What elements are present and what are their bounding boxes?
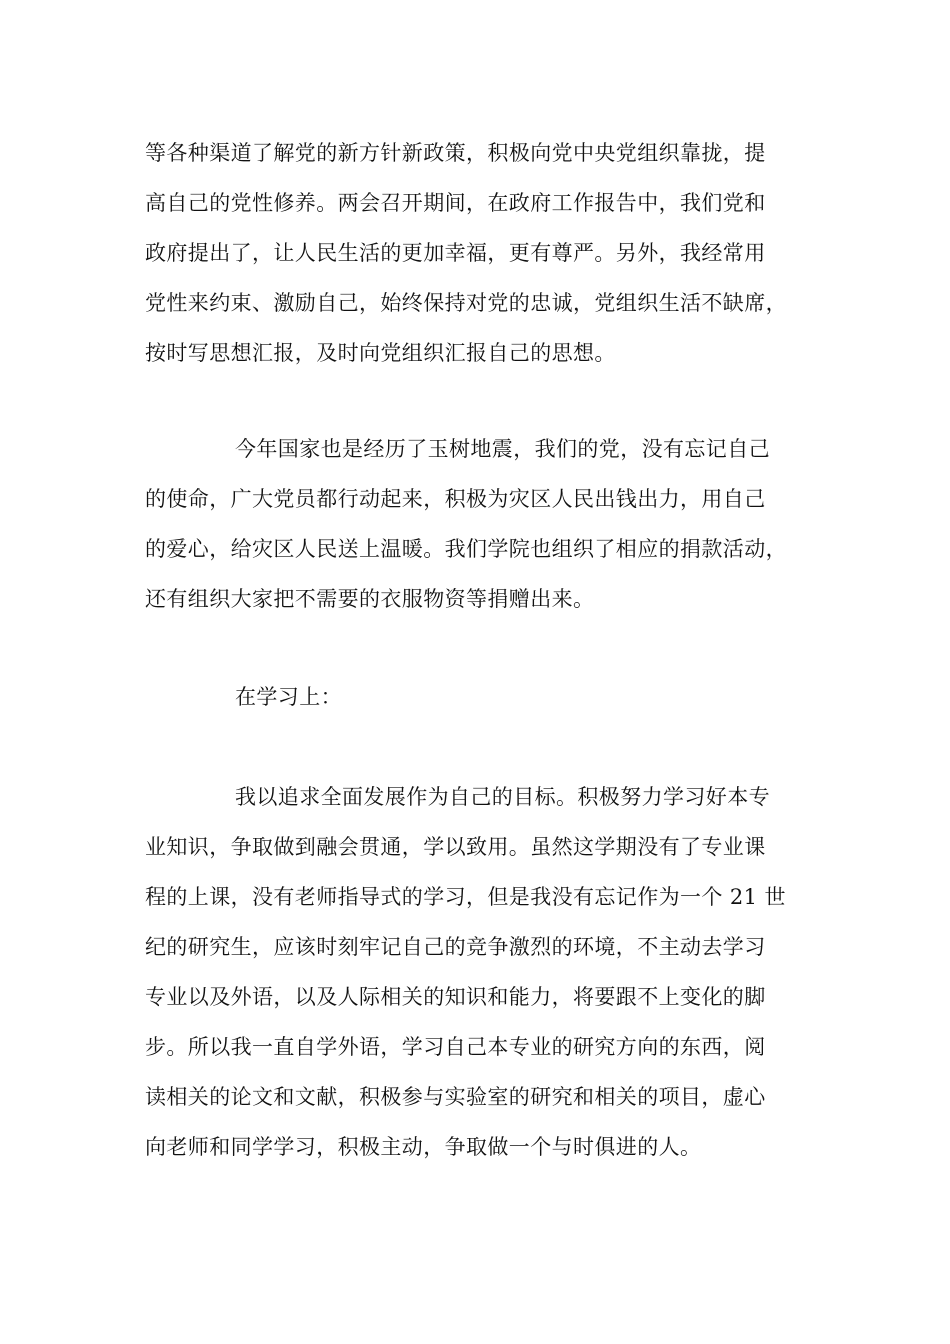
text-line: 等各种渠道了解党的新方针新政策，积极向党中央党组织靠拢，提 <box>145 141 766 165</box>
paragraph-earthquake-relief <box>145 424 817 624</box>
text-line: 读相关的论文和文献，积极参与实验室的研究和相关的项目，虚心 <box>145 1085 766 1109</box>
text-line: 政府提出了，让人民生活的更加幸福，更有尊严。另外，我经常用 <box>145 241 766 265</box>
text-line: 向老师和同学学习，积极主动，争取做一个与时俱进的人。 <box>145 1135 702 1159</box>
text-line: 我以追求全面发展作为自己的目标。积极努力学习好本专 <box>235 785 770 809</box>
text-line: 步。所以我一直自学外语，学习自己本专业的研究方向的东西，阅 <box>145 1035 766 1059</box>
text-line: 今年国家也是经历了玉树地震，我们的党，没有忘记自己 <box>235 437 770 461</box>
paragraph-party-awareness <box>145 128 817 378</box>
text-line: 的使命，广大党员都行动起来，积极为灾区人民出钱出力，用自己 <box>145 487 766 511</box>
paragraph-study-goals <box>145 772 817 1172</box>
text-line: 专业以及外语，以及人际相关的知识和能力，将要跟不上变化的脚 <box>145 985 766 1009</box>
text-line: 党性来约束、激励自己，始终保持对党的忠诚，党组织生活不缺席， <box>145 291 787 315</box>
text-line: 在学习上： <box>235 685 342 709</box>
text-line: 高自己的党性修养。两会召开期间，在政府工作报告中，我们党和 <box>145 191 766 215</box>
text-line: 纪的研究生，应该时刻牢记自己的竞争激烈的环境，不主动去学习 <box>145 935 766 959</box>
text-line: 按时写思想汇报，及时向党组织汇报自己的思想。 <box>145 341 616 365</box>
section-heading-study <box>145 672 817 722</box>
text-line: 还有组织大家把不需要的衣服物资等捐赠出来。 <box>145 587 595 611</box>
text-line: 程的上课，没有老师指导式的学习，但是我没有忘记作为一个 21 世 <box>145 885 786 909</box>
text-line: 业知识，争取做到融会贯通，学以致用。虽然这学期没有了专业课 <box>145 835 766 859</box>
text-line: 的爱心，给灾区人民送上温暖。我们学院也组织了相应的捐款活动， <box>145 537 787 561</box>
